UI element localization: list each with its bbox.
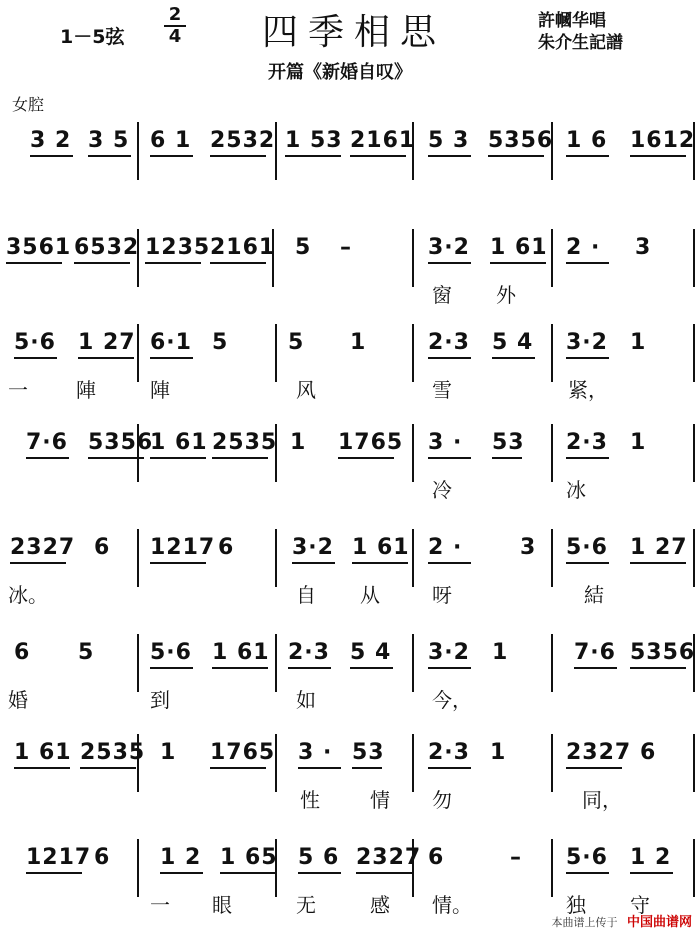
lyric-char: 守	[630, 893, 650, 917]
note-group: 6 1	[150, 128, 192, 153]
beam-line	[212, 667, 268, 669]
beam-line	[428, 667, 471, 669]
note-group: 5	[295, 235, 312, 260]
note-group: 5·6	[566, 845, 608, 870]
note-group: 2535	[80, 740, 146, 765]
note-group: 1	[160, 740, 177, 765]
note-group: 1765	[210, 740, 276, 765]
note-group: 1765	[338, 430, 404, 455]
time-signature-bottom: 4	[168, 26, 182, 47]
note-group: 3561	[6, 235, 72, 260]
lyric-char: 独	[566, 893, 586, 917]
beam-line	[428, 767, 471, 769]
lyric-char: 結	[584, 583, 604, 607]
beam-line	[566, 357, 609, 359]
note-group: 2·3	[566, 430, 608, 455]
score-row	[0, 330, 700, 430]
note-group: 1	[490, 740, 507, 765]
footer-upload: 本曲谱上传于	[551, 916, 618, 929]
bar-line	[137, 529, 139, 587]
beam-line	[210, 155, 266, 157]
note-group: 5·6	[14, 330, 56, 355]
bar-line	[551, 424, 553, 482]
lyric-char: 同，	[582, 788, 622, 812]
note-group: 1 53	[285, 128, 343, 153]
beam-line	[630, 562, 686, 564]
bar-line	[412, 424, 414, 482]
score-row	[0, 235, 700, 335]
bar-line	[412, 324, 414, 382]
beam-line	[10, 562, 66, 564]
note-group: 3 2	[30, 128, 72, 153]
note-group: 5 4	[350, 640, 392, 665]
note-group: 3 5	[88, 128, 130, 153]
note-group: 1217	[150, 535, 216, 560]
beam-line	[566, 457, 609, 459]
lyric-char: 如	[296, 688, 316, 712]
lyric-char: 眼	[212, 893, 232, 917]
bar-line	[551, 734, 553, 792]
beam-line	[492, 457, 522, 459]
beam-line	[78, 357, 134, 359]
note-group: 3 ·	[428, 430, 463, 455]
lyric-char: 一	[8, 378, 28, 402]
note-group: 6	[218, 535, 235, 560]
beam-line	[150, 457, 206, 459]
lyric-char: 情	[370, 788, 390, 812]
beam-line	[14, 357, 57, 359]
beam-line	[566, 872, 609, 874]
lyric-char: 一	[150, 893, 170, 917]
note-group: 1217	[26, 845, 92, 870]
bar-line	[693, 529, 695, 587]
bar-line	[275, 529, 277, 587]
note-group: 6	[94, 535, 111, 560]
bar-line	[551, 229, 553, 287]
beam-line	[350, 155, 406, 157]
note-group: 1 2	[160, 845, 202, 870]
bar-line	[275, 734, 277, 792]
beam-line	[6, 262, 62, 264]
beam-line	[566, 262, 609, 264]
song-title: 四季相思	[262, 12, 447, 53]
footer-site: 中国曲谱网	[626, 915, 692, 930]
singer-credit: 許幗华唱	[538, 11, 606, 31]
beam-line	[428, 457, 471, 459]
note-group: 2·3	[428, 740, 470, 765]
bar-line	[275, 122, 277, 180]
subtitle: 开篇《新婚自叹》	[268, 62, 412, 83]
beam-line	[352, 562, 408, 564]
note-group: 6	[428, 845, 445, 870]
beam-line	[488, 155, 544, 157]
score-row	[0, 740, 700, 840]
note-group: 1	[290, 430, 307, 455]
beam-line	[150, 155, 193, 157]
note-group: 6	[14, 640, 31, 665]
lyric-char: 冷	[432, 478, 452, 502]
beam-line	[88, 457, 144, 459]
beam-line	[338, 457, 394, 459]
note-group: 3·2	[428, 640, 470, 665]
bar-line	[137, 324, 139, 382]
note-group: 1 61	[212, 640, 270, 665]
score-row	[0, 535, 700, 635]
beam-line	[210, 262, 266, 264]
bar-line	[275, 324, 277, 382]
note-group: 1 65	[220, 845, 278, 870]
note-group: 5·6	[566, 535, 608, 560]
lyric-char: 陣	[150, 378, 170, 402]
beam-line	[566, 562, 609, 564]
bar-line	[693, 839, 695, 897]
bar-line	[137, 634, 139, 692]
beam-line	[74, 262, 130, 264]
lyric-char: 无	[296, 893, 316, 917]
note-group: 3·2	[428, 235, 470, 260]
note-group: 5 3	[428, 128, 470, 153]
beam-line	[212, 457, 268, 459]
note-group: 5	[78, 640, 95, 665]
beam-line	[630, 872, 673, 874]
beam-line	[490, 262, 546, 264]
beam-line	[492, 357, 535, 359]
bar-line	[412, 734, 414, 792]
note-group: 1 61	[490, 235, 548, 260]
time-signature-top: 2	[168, 4, 182, 25]
bar-line	[275, 634, 277, 692]
note-group: 3	[635, 235, 652, 260]
note-group: 2·3	[288, 640, 330, 665]
time-signature	[162, 6, 188, 46]
note-group: 1 27	[630, 535, 688, 560]
lyric-char: 冰	[566, 478, 586, 502]
bar-line	[137, 122, 139, 180]
note-group: 3·2	[292, 535, 334, 560]
watermark	[551, 911, 692, 930]
lyric-char: 窗	[432, 283, 452, 307]
lyric-char: 冰。	[8, 583, 48, 607]
note-group: 2327	[356, 845, 422, 870]
lyric-char: 雪	[432, 378, 452, 402]
bar-line	[412, 529, 414, 587]
lyric-char: 自	[296, 583, 316, 607]
beam-line	[428, 262, 471, 264]
note-group: –	[340, 235, 352, 260]
note-group: 5	[288, 330, 305, 355]
note-group: 6	[94, 845, 111, 870]
lyric-char: 勿	[432, 788, 452, 812]
beam-line	[285, 155, 341, 157]
lyric-char: 婚	[8, 688, 28, 712]
beam-line	[356, 872, 412, 874]
beam-line	[14, 767, 70, 769]
note-group: 7·6	[26, 430, 68, 455]
lyric-char: 外	[496, 283, 516, 307]
note-group: 2327	[566, 740, 632, 765]
beam-line	[150, 357, 193, 359]
beam-line	[150, 667, 193, 669]
note-group: 6·1	[150, 330, 192, 355]
beam-line	[288, 667, 331, 669]
note-group: 1	[630, 430, 647, 455]
lyric-char: 今，	[432, 688, 472, 712]
lyric-char: 风	[296, 378, 316, 402]
beam-line	[428, 357, 471, 359]
beam-line	[88, 155, 131, 157]
lyric-char: 从	[360, 583, 380, 607]
note-group: 1	[492, 640, 509, 665]
note-group: 2327	[10, 535, 76, 560]
note-group: 2161	[350, 128, 416, 153]
beam-line	[574, 667, 617, 669]
lyric-char: 陣	[76, 378, 96, 402]
tuning-label: 1－5弦	[60, 26, 125, 48]
score-row	[0, 640, 700, 740]
scribe-credit: 朱介生記譜	[538, 33, 623, 53]
note-group: 1 2	[630, 845, 672, 870]
beam-line	[630, 155, 686, 157]
note-group: 5356	[630, 640, 696, 665]
note-group: 3 ·	[298, 740, 333, 765]
note-group: 1	[350, 330, 367, 355]
note-group: 5·6	[150, 640, 192, 665]
beam-line	[292, 562, 335, 564]
lyric-char: 情。	[432, 893, 472, 917]
note-group: 3	[520, 535, 537, 560]
beam-line	[428, 562, 471, 564]
beam-line	[160, 872, 203, 874]
lyric-char: 紧，	[568, 378, 608, 402]
note-group: 1235	[145, 235, 211, 260]
bar-line	[693, 734, 695, 792]
bar-line	[551, 634, 553, 692]
note-group: 2161	[210, 235, 276, 260]
note-group: 53	[352, 740, 385, 765]
note-group: 5356	[488, 128, 554, 153]
beam-line	[80, 767, 136, 769]
beam-line	[566, 767, 622, 769]
note-group: 1 61	[14, 740, 72, 765]
lyric-char: 到	[150, 688, 170, 712]
note-group: 5356	[88, 430, 154, 455]
note-group: 2·3	[428, 330, 470, 355]
beam-line	[220, 872, 276, 874]
note-group: 1 61	[150, 430, 208, 455]
note-group: 5 4	[492, 330, 534, 355]
beam-line	[298, 767, 341, 769]
bar-line	[693, 229, 695, 287]
note-group: 6	[640, 740, 657, 765]
beam-line	[26, 872, 82, 874]
note-group: 1	[630, 330, 647, 355]
score-row	[0, 128, 700, 228]
note-group: 53	[492, 430, 525, 455]
bar-line	[412, 229, 414, 287]
lyric-char: 感	[370, 893, 390, 917]
bar-line	[551, 839, 553, 897]
lyric-char: 呀	[432, 583, 452, 607]
bar-line	[693, 424, 695, 482]
note-group: 1 61	[352, 535, 410, 560]
bar-line	[693, 324, 695, 382]
note-group: 1 27	[78, 330, 136, 355]
note-group: 2535	[212, 430, 278, 455]
note-group: 1612	[630, 128, 696, 153]
bar-line	[412, 634, 414, 692]
score-row	[0, 845, 700, 945]
note-group: 2 ·	[566, 235, 601, 260]
bar-line	[551, 324, 553, 382]
beam-line	[26, 457, 69, 459]
note-group: 1 6	[566, 128, 608, 153]
score-row	[0, 430, 700, 530]
beam-line	[30, 155, 73, 157]
beam-line	[428, 155, 471, 157]
beam-line	[352, 767, 382, 769]
beam-line	[350, 667, 393, 669]
beam-line	[630, 667, 686, 669]
note-group: 5	[212, 330, 229, 355]
beam-line	[298, 872, 341, 874]
note-group: –	[510, 845, 522, 870]
note-group: 6532	[74, 235, 140, 260]
bar-line	[551, 529, 553, 587]
beam-line	[150, 562, 206, 564]
lyric-char: 性	[300, 788, 320, 812]
beam-line	[566, 155, 609, 157]
beam-line	[210, 767, 266, 769]
beam-line	[145, 262, 201, 264]
note-group: 2532	[210, 128, 276, 153]
bar-line	[137, 839, 139, 897]
note-group: 7·6	[574, 640, 616, 665]
voice-role: 女腔	[12, 95, 45, 114]
note-group: 5 6	[298, 845, 340, 870]
note-group: 2 ·	[428, 535, 463, 560]
note-group: 3·2	[566, 330, 608, 355]
